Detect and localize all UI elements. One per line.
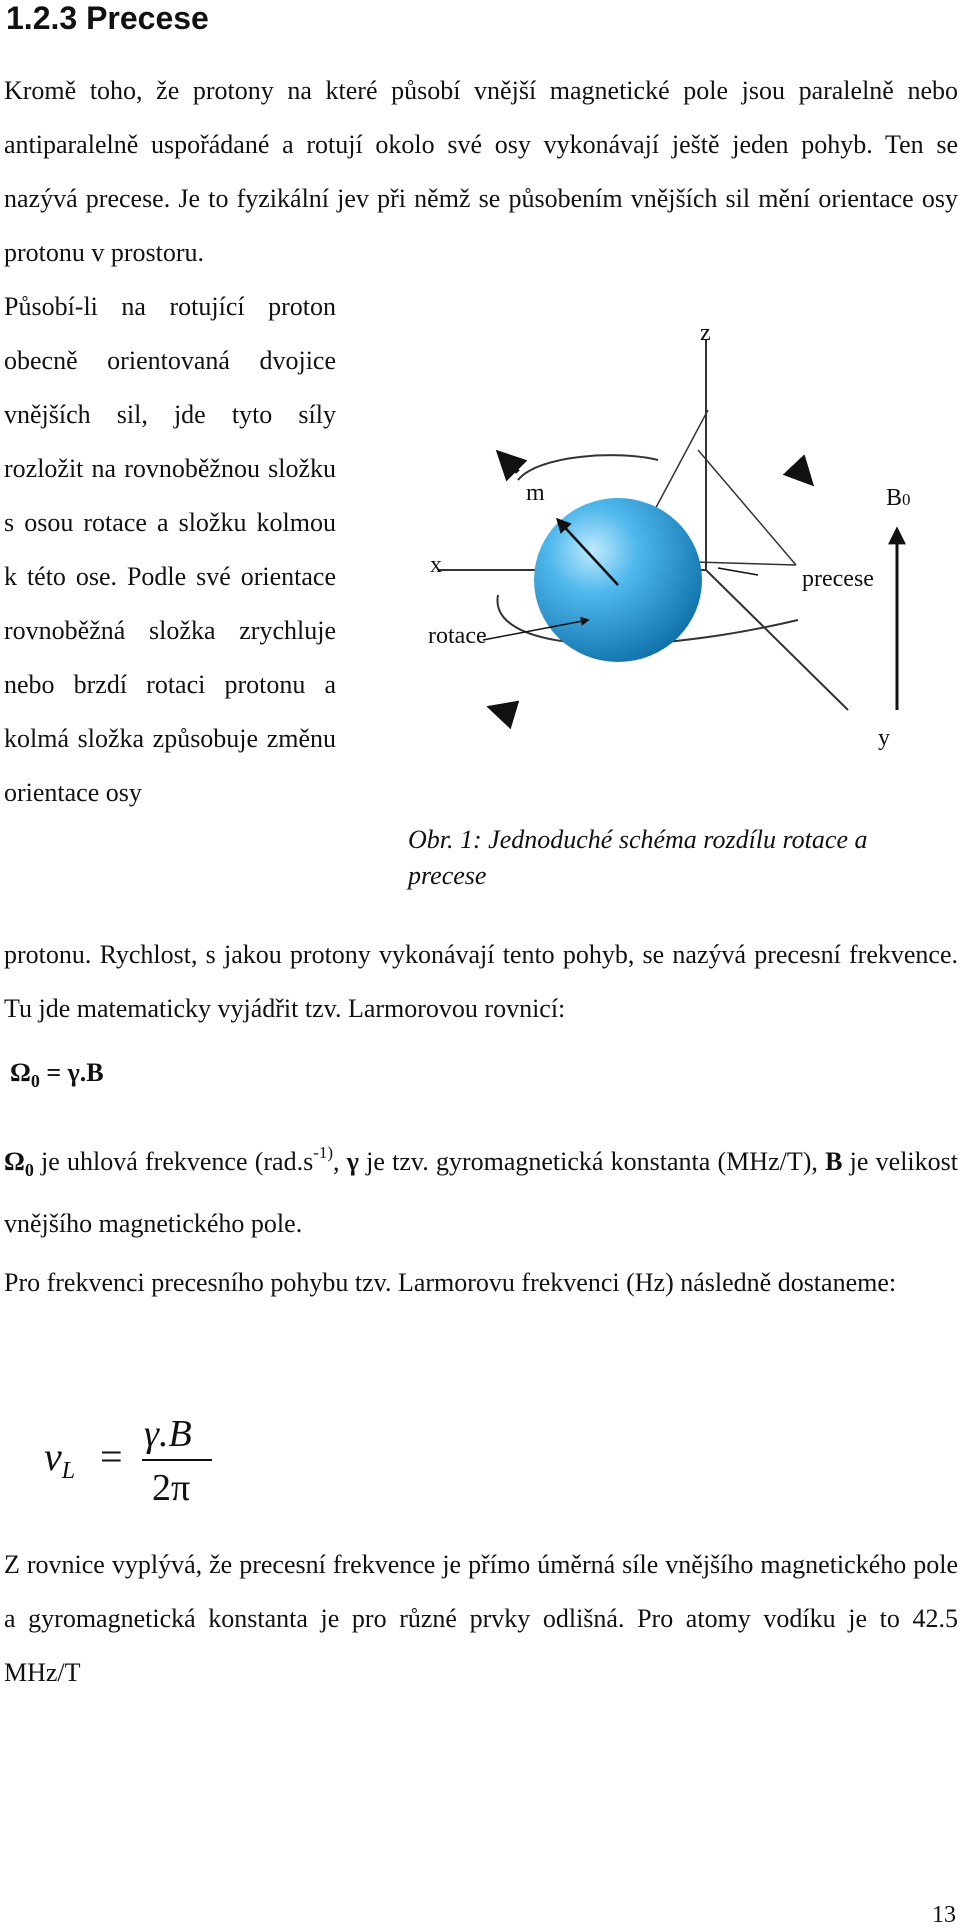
precession-figure: [398, 320, 946, 760]
formula-lhs: $\nu_L$: [44, 1434, 76, 1484]
paragraph-conclusion: Z rovnice vyplývá, že precesní frekvence je přímo úměrná síle vnějšího magnetického pole a gyromagnetická konstanta je pro různé prvky odlišná. Pro atomy vodíku je to 42.5 MHz/T: [4, 1550, 958, 1687]
figure-caption: Obr. 1: Jednoduché schéma rozdílu rotace a precese: [408, 825, 868, 890]
orbit-arrow-right: [794, 465, 810, 482]
label-b0: B0: [886, 485, 911, 511]
paragraph-wrapped: Působí-li na rotující proton obecně orientovaná dvojice vnějších sil, jde tyto síly rozložit na rovnoběžnou složku s osou rotace a složku kolmou k této ose. Podle své orientace rovnoběžná složka zrychluje nebo brzdí rotaci protonu a kolmá složka způsobuje změnu orientace osy: [4, 292, 336, 807]
label-precese: precese: [802, 566, 874, 592]
paragraph-larmor: Pro frekvenci precesního pohybu tzv. Larmorovu frekvenci (Hz) následně dostaneme:: [4, 1268, 897, 1297]
precession-arrow: [718, 568, 758, 575]
precession-cone-right: [698, 450, 796, 565]
rotation-orbit-top: [518, 455, 658, 480]
section-heading: 1.2.3 Precese: [6, 0, 209, 36]
label-rotace: rotace: [428, 623, 487, 649]
paragraph-definitions: $\Omega_0$ je uhlová frekvence ($rad.s^{-1)}$, γ je tzv. gyromagnetická konstanta (MHz/T), B je velikost vnějšího magnetického pole.: [4, 1143, 958, 1239]
label-x: x: [430, 552, 442, 578]
label-z: z: [700, 320, 711, 346]
label-y: y: [878, 725, 890, 751]
label-m: m: [526, 480, 545, 506]
formula-numerator: γ.B: [144, 1413, 192, 1455]
m-arrow-shaft: [500, 454, 518, 472]
page-number: 13: [932, 1902, 956, 1928]
formula-equals: =: [100, 1434, 123, 1479]
formula-denominator: 2π: [152, 1467, 191, 1508]
paragraph-continuation: protonu. Rychlost, s jakou protony vykonávají tento pohyb, se nazývá precesní frekvence. Tu jde matematicky vyjádřit tzv. Larmorovou rovnicí:: [4, 940, 958, 1023]
paragraph-intro: Kromě toho, že protony na které působí vnější magnetické pole jsou paralelně nebo antiparalelně uspořádané a rotují okolo své osy vykonávají ještě jeden pohyb. Ten se nazývá precese. Je to fyzikální jev při němž se působením vnějších sil mění orientace osy protonu v prostoru.: [4, 76, 958, 267]
larmor-frequency-formula: [44, 1408, 264, 1508]
orbit-arrow-left: [492, 708, 512, 714]
larmor-equation: $\Omega_0 = \gamma.B$: [10, 1058, 104, 1092]
